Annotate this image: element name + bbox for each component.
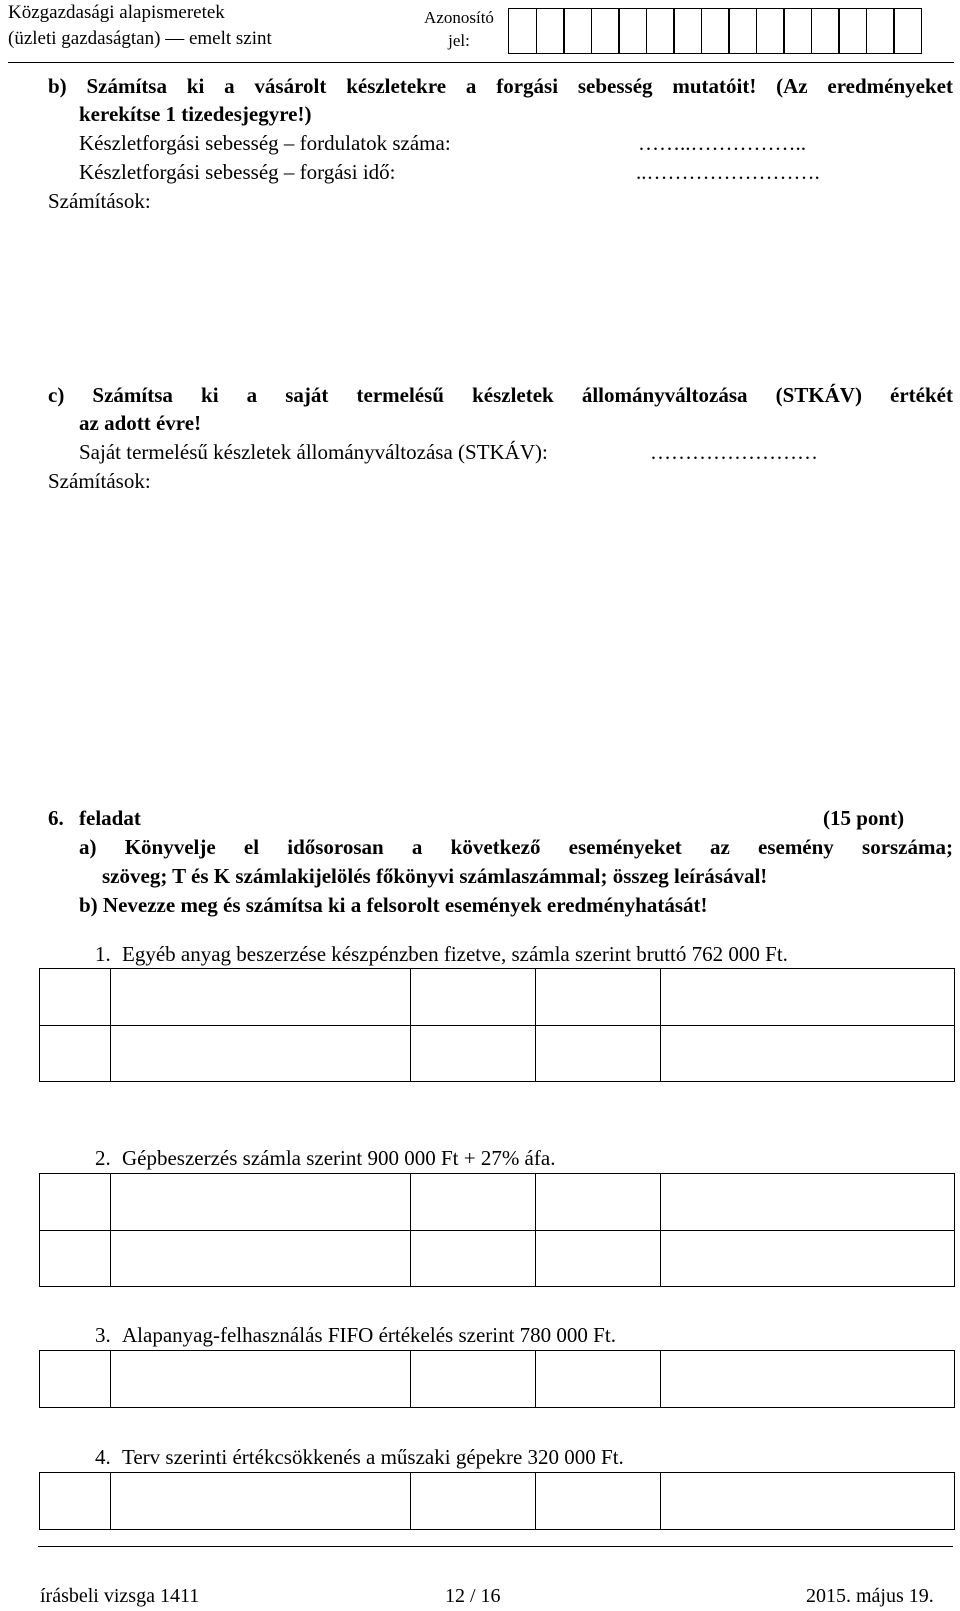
identifier-box[interactable] bbox=[646, 8, 675, 54]
calculations-b-label: Számítások: bbox=[48, 189, 151, 213]
grid-cell[interactable] bbox=[536, 1230, 661, 1287]
grid-cell[interactable] bbox=[111, 1473, 411, 1530]
identifier-box[interactable] bbox=[701, 8, 730, 54]
event-number: 1. bbox=[95, 942, 111, 966]
identifier-box[interactable] bbox=[811, 8, 840, 54]
grid-cell[interactable] bbox=[40, 1351, 111, 1408]
event-number: 3. bbox=[95, 1323, 111, 1347]
task-title: feladat bbox=[79, 806, 141, 830]
grid-cell[interactable] bbox=[536, 1174, 661, 1231]
footer-page-number: 12 / 16 bbox=[445, 1585, 501, 1607]
identifier-label bbox=[420, 6, 498, 52]
turnover-count-answer[interactable]: ……..…………….. bbox=[638, 131, 806, 155]
grid-cell[interactable] bbox=[661, 1174, 955, 1231]
identifier-box[interactable] bbox=[756, 8, 785, 54]
grid-cell[interactable] bbox=[40, 969, 111, 1026]
grid-cell[interactable] bbox=[411, 1473, 536, 1530]
footer-date: 2015. május 19. bbox=[806, 1585, 934, 1607]
grid-cell[interactable] bbox=[111, 1174, 411, 1231]
grid-cell[interactable] bbox=[111, 1351, 411, 1408]
header-divider bbox=[8, 62, 954, 63]
grid-cell[interactable] bbox=[40, 1473, 111, 1530]
grid-cell[interactable] bbox=[536, 969, 661, 1026]
identifier-label-line2: jel: bbox=[448, 31, 470, 50]
calculations-c-label: Számítások: bbox=[48, 469, 151, 493]
grid-cell[interactable] bbox=[40, 1174, 111, 1231]
grid-cell[interactable] bbox=[411, 1174, 536, 1231]
identifier-boxes bbox=[508, 8, 921, 54]
identifier-box[interactable] bbox=[673, 8, 702, 54]
identifier-box[interactable] bbox=[838, 8, 867, 54]
question-c-line2: az adott évre! bbox=[79, 411, 202, 435]
turnover-time-label: Készletforgási sebesség – forgási idő: bbox=[79, 160, 396, 184]
journal-entry-grid bbox=[39, 968, 955, 1082]
event-text: Egyéb anyag beszerzése készpénzben fizetve, számla szerint bruttó 762 000 Ft. bbox=[122, 942, 788, 966]
event-number: 2. bbox=[95, 1146, 111, 1170]
task-points: (15 pont) bbox=[823, 806, 905, 830]
grid-cell[interactable] bbox=[40, 1025, 111, 1082]
identifier-box[interactable] bbox=[728, 8, 757, 54]
event-text: Terv szerinti értékcsökkenés a műszaki gépekre 320 000 Ft. bbox=[122, 1445, 624, 1469]
grid-cell[interactable] bbox=[536, 1025, 661, 1082]
identifier-box[interactable] bbox=[618, 8, 647, 54]
journal-entry-grid bbox=[39, 1173, 955, 1287]
grid-cell[interactable] bbox=[411, 1025, 536, 1082]
page-header bbox=[8, 0, 954, 62]
identifier-label-line1: Azonosító bbox=[424, 8, 494, 27]
instruction-b: b) Nevezze meg és számítsa ki a felsorolt események eredményhatását! bbox=[79, 893, 708, 917]
grid-cell[interactable] bbox=[411, 1230, 536, 1287]
grid-cell[interactable] bbox=[536, 1473, 661, 1530]
grid-cell[interactable] bbox=[111, 969, 411, 1026]
grid-cell[interactable] bbox=[661, 1025, 955, 1082]
question-b-line1: b) Számítsa ki a vásárolt készletekre a forgási sebesség mutatóit! (Az eredményeket bbox=[48, 74, 953, 98]
instruction-a-line1: a) Könyvelje el idősorosan a következő eseményeket az esemény sorszáma; bbox=[79, 835, 953, 859]
exam-subject-line1: Közgazdasági alapismeretek bbox=[8, 2, 225, 23]
grid-cell[interactable] bbox=[411, 969, 536, 1026]
identifier-box[interactable] bbox=[563, 8, 592, 54]
identifier-box[interactable] bbox=[508, 8, 537, 54]
event-number: 4. bbox=[95, 1445, 111, 1469]
event-text: Gépbeszerzés számla szerint 900 000 Ft + 27% áfa. bbox=[122, 1146, 556, 1170]
event-text: Alapanyag-felhasználás FIFO értékelés szerint 780 000 Ft. bbox=[122, 1323, 616, 1347]
task-number: 6. bbox=[48, 806, 64, 830]
grid-cell[interactable] bbox=[661, 1351, 955, 1408]
grid-cell[interactable] bbox=[661, 1473, 955, 1530]
journal-entry-grid bbox=[39, 1472, 955, 1530]
stkav-label: Saját termelésű készletek állományváltozása (STKÁV): bbox=[79, 440, 548, 464]
grid-cell[interactable] bbox=[411, 1351, 536, 1408]
instruction-a-line2: szöveg; T és K számlakijelölés főkönyvi számlaszámmal; összeg leírásával! bbox=[102, 864, 768, 888]
identifier-box[interactable] bbox=[536, 8, 565, 54]
footer-exam-code: írásbeli vizsga 1411 bbox=[40, 1585, 200, 1607]
question-c-line1: c) Számítsa ki a saját termelésű készletek állományváltozása (STKÁV) értékét bbox=[48, 383, 953, 407]
grid-cell[interactable] bbox=[536, 1351, 661, 1408]
identifier-box[interactable] bbox=[866, 8, 895, 54]
turnover-count-label: Készletforgási sebesség – fordulatok száma: bbox=[79, 131, 451, 155]
grid-cell[interactable] bbox=[661, 1230, 955, 1287]
grid-cell[interactable] bbox=[40, 1230, 111, 1287]
journal-entry-grid bbox=[39, 1350, 955, 1408]
grid-cell[interactable] bbox=[111, 1025, 411, 1082]
footer-divider bbox=[38, 1546, 953, 1547]
stkav-answer[interactable]: …………………… bbox=[650, 440, 818, 464]
question-b-line2: kerekítse 1 tizedesjegyre!) bbox=[79, 102, 312, 126]
exam-subject-line2: (üzleti gazdaságtan) — emelt szint bbox=[8, 28, 272, 49]
identifier-box[interactable] bbox=[591, 8, 620, 54]
turnover-time-answer[interactable]: ..……………………. bbox=[636, 160, 820, 184]
grid-cell[interactable] bbox=[111, 1230, 411, 1287]
identifier-box[interactable] bbox=[893, 8, 922, 54]
grid-cell[interactable] bbox=[661, 969, 955, 1026]
identifier-box[interactable] bbox=[783, 8, 812, 54]
exam-subject bbox=[8, 0, 272, 52]
